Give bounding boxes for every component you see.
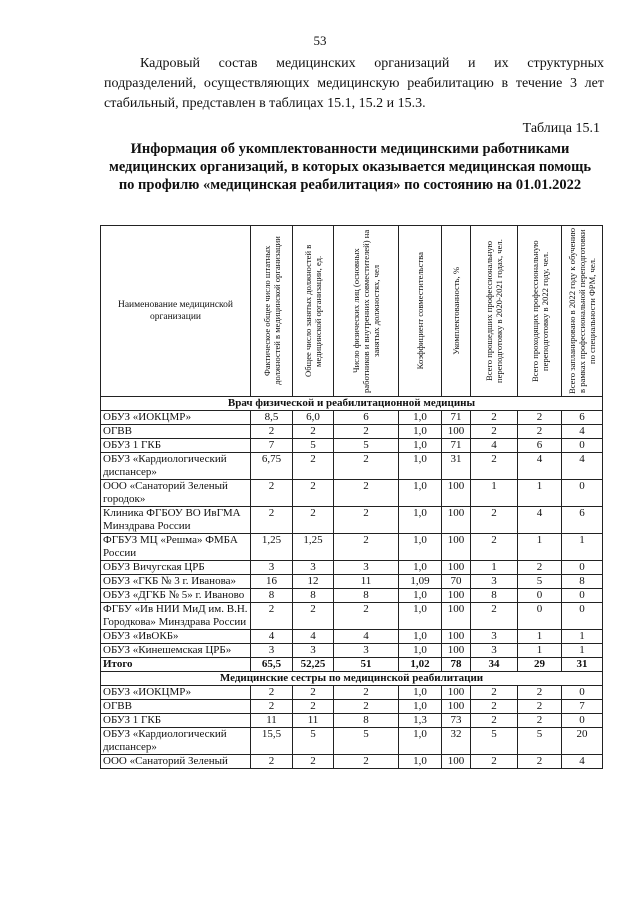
value-cell: 8,5 [251,411,293,425]
value-cell: 4 [518,453,562,480]
value-cell: 2 [251,603,293,630]
value-cell: 71 [442,411,471,425]
value-cell: 0 [518,603,562,630]
column-header [562,226,603,397]
value-cell: 5 [518,728,562,755]
value-cell: 1 [518,644,562,658]
value-cell: 6 [562,507,603,534]
value-cell: 0 [562,561,603,575]
value-cell: 1,0 [399,630,442,644]
section-title: Врач физической и реабилитационной медицины [101,397,603,411]
value-cell: 3 [293,561,334,575]
table-row [101,728,603,755]
value-cell: 4 [562,755,603,769]
value-cell: 2 [518,411,562,425]
organization-name-cell: ОБУЗ «ИОКЦМР» [101,411,251,425]
value-cell: 7 [562,700,603,714]
organization-name-cell: ФГБУ «Ив НИИ МиД им. В.Н. Городкова» Минздрава России [101,603,251,630]
table-header-row [101,226,603,397]
value-cell: 3 [471,575,518,589]
value-cell: 51 [334,658,399,672]
value-cell: 71 [442,439,471,453]
value-cell: 1,25 [251,534,293,561]
value-cell: 2 [251,686,293,700]
value-cell: 3 [251,561,293,575]
table-row [101,644,603,658]
value-cell: 4 [251,630,293,644]
value-cell: 5 [471,728,518,755]
value-cell: 6 [562,411,603,425]
organization-name-cell: ОБУЗ «ИвОКБ» [101,630,251,644]
value-cell: 1,25 [293,534,334,561]
value-cell: 1 [562,630,603,644]
value-cell: 1 [518,534,562,561]
value-cell: 73 [442,714,471,728]
column-header-text: Фактическое общее число штатных должностей в медицинской организации [261,236,282,386]
column-header [334,226,399,397]
table-row [101,700,603,714]
value-cell: 1,0 [399,480,442,507]
value-cell: 8 [471,589,518,603]
section-title: Медицинские сестры по медицинской реабилитации [101,672,603,686]
table-row [101,507,603,534]
value-cell: 100 [442,686,471,700]
table-row [101,561,603,575]
value-cell: 65,5 [251,658,293,672]
value-cell: 100 [442,480,471,507]
value-cell: 2 [334,534,399,561]
value-cell: 1 [562,534,603,561]
value-cell: 31 [442,453,471,480]
value-cell: 100 [442,603,471,630]
value-cell: 4 [562,425,603,439]
intro-paragraph: Кадровый состав медицинских организаций и их структурных подразделений, осуществляющих медицинскую реабилитацию в течение 3 лет стабильный, представлен в таблицах 15.1, 15.2 и 15.3. [104,56,604,111]
value-cell: 2 [471,425,518,439]
value-cell: 1,0 [399,439,442,453]
value-cell: 4 [334,630,399,644]
value-cell: 1,3 [399,714,442,728]
value-cell: 2 [471,507,518,534]
table-row [101,755,603,769]
value-cell: 2 [334,603,399,630]
value-cell: 31 [562,658,603,672]
value-cell: 52,25 [293,658,334,672]
organization-name-cell: ОГВВ [101,700,251,714]
value-cell: 0 [562,480,603,507]
value-cell: 5 [334,439,399,453]
value-cell: 2 [518,755,562,769]
value-cell: 8 [562,575,603,589]
table-row [101,589,603,603]
value-cell: 2 [293,603,334,630]
value-cell: 2 [251,700,293,714]
value-cell: 6,75 [251,453,293,480]
value-cell: 2 [471,755,518,769]
value-cell: 0 [562,603,603,630]
value-cell: 0 [562,686,603,700]
value-cell: 2 [471,686,518,700]
value-cell: 2 [293,453,334,480]
table-heading: Информация об укомплектованности медицинскими работниками медицинских организаций, в которых оказывается медицинская помощь по профилю «медицинская реабилитация» по состоянию на 01.01.2022 [108,141,592,193]
column-header [471,226,518,397]
value-cell: 6 [334,411,399,425]
value-cell: 1,0 [399,411,442,425]
organization-name-cell: ОБУЗ «ГКБ № 3 г. Иванова» [101,575,251,589]
value-cell: 11 [293,714,334,728]
column-header [293,226,334,397]
organization-name-cell: Итого [101,658,251,672]
table-row [101,686,603,700]
value-cell: 2 [334,453,399,480]
total-row [101,658,603,672]
value-cell: 1 [471,561,518,575]
column-header [399,226,442,397]
value-cell: 2 [518,561,562,575]
value-cell: 3 [334,561,399,575]
value-cell: 2 [251,425,293,439]
column-header-text: Число физических лиц (основных работников и внутренних совместителей) на занятых должностях, чел [351,229,381,393]
value-cell: 3 [471,630,518,644]
table-row [101,714,603,728]
organization-name-cell: ОБУЗ «Кинешемская ЦРБ» [101,644,251,658]
value-cell: 1,0 [399,644,442,658]
value-cell: 1,0 [399,507,442,534]
value-cell: 1,02 [399,658,442,672]
value-cell: 0 [518,589,562,603]
staffing-table [100,225,603,769]
value-cell: 2 [334,700,399,714]
value-cell: 2 [471,700,518,714]
value-cell: 2 [518,425,562,439]
value-cell: 100 [442,507,471,534]
value-cell: 7 [251,439,293,453]
value-cell: 2 [334,425,399,439]
value-cell: 2 [251,755,293,769]
value-cell: 2 [471,534,518,561]
value-cell: 8 [293,589,334,603]
value-cell: 100 [442,644,471,658]
value-cell: 4 [518,507,562,534]
table-row [101,439,603,453]
value-cell: 8 [334,589,399,603]
column-header-text: Общее число занятых должностей в медицинской организации, ед. [303,244,323,378]
value-cell: 20 [562,728,603,755]
organization-name-cell: ФГБУЗ МЦ «Решма» ФМБА России [101,534,251,561]
column-header-text: Укомплектованность, % [451,267,461,355]
value-cell: 2 [471,603,518,630]
value-cell: 1,0 [399,425,442,439]
value-cell: 2 [293,507,334,534]
value-cell: 3 [334,644,399,658]
value-cell: 2 [293,755,334,769]
value-cell: 0 [562,589,603,603]
table-label: Таблица 15.1 [522,121,600,136]
organization-name-cell: ООО «Санаторий Зеленый городок» [101,480,251,507]
value-cell: 2 [334,480,399,507]
value-cell: 2 [251,507,293,534]
organization-name-cell: ОБУЗ 1 ГКБ [101,714,251,728]
organization-name-cell: ОБУЗ «Кардиологический диспансер» [101,728,251,755]
value-cell: 11 [251,714,293,728]
value-cell: 2 [334,507,399,534]
value-cell: 1,0 [399,700,442,714]
column-header [251,226,293,397]
value-cell: 100 [442,700,471,714]
value-cell: 2 [293,425,334,439]
column-header [442,226,471,397]
table-row [101,453,603,480]
value-cell: 78 [442,658,471,672]
value-cell: 1,0 [399,755,442,769]
value-cell: 2 [251,480,293,507]
value-cell: 6,0 [293,411,334,425]
value-cell: 1,0 [399,589,442,603]
value-cell: 8 [334,714,399,728]
value-cell: 12 [293,575,334,589]
value-cell: 4 [293,630,334,644]
value-cell: 1 [471,480,518,507]
organization-name-cell: ОБУЗ Вичугская ЦРБ [101,561,251,575]
value-cell: 15,5 [251,728,293,755]
value-cell: 34 [471,658,518,672]
organization-name-cell: ОБУЗ «Кардиологический диспансер» [101,453,251,480]
page-number: 53 [313,33,327,48]
value-cell: 2 [518,686,562,700]
column-header-text: Всего запланировано в 2022 году к обучению в рамках профессиональной переподготовки по специальности ФРМ, чел. [567,227,597,395]
value-cell: 5 [293,439,334,453]
value-cell: 1,0 [399,603,442,630]
value-cell: 3 [471,644,518,658]
organization-name-cell: ОГВВ [101,425,251,439]
organization-name-cell: ОБУЗ «ИОКЦМР» [101,686,251,700]
value-cell: 1,0 [399,728,442,755]
value-cell: 2 [471,411,518,425]
value-cell: 0 [562,714,603,728]
value-cell: 2 [518,714,562,728]
column-header-text: Всего проходящих профессиональную переподготовку в 2022 году, чел. [529,240,550,382]
value-cell: 1 [562,644,603,658]
value-cell: 2 [334,686,399,700]
value-cell: 100 [442,755,471,769]
value-cell: 1,0 [399,453,442,480]
value-cell: 29 [518,658,562,672]
value-cell: 2 [334,755,399,769]
value-cell: 1,0 [399,534,442,561]
value-cell: 0 [562,439,603,453]
column-header-text: Коэффициент совместительства [415,252,425,370]
value-cell: 100 [442,425,471,439]
value-cell: 100 [442,561,471,575]
value-cell: 2 [293,700,334,714]
value-cell: 1,09 [399,575,442,589]
value-cell: 2 [293,686,334,700]
table-row [101,534,603,561]
value-cell: 16 [251,575,293,589]
value-cell: 3 [293,644,334,658]
value-cell: 2 [293,480,334,507]
table-row [101,425,603,439]
value-cell: 2 [518,700,562,714]
value-cell: 70 [442,575,471,589]
table-row [101,603,603,630]
value-cell: 100 [442,534,471,561]
column-header: Наименование медицинской организации [101,226,251,397]
section-row [101,397,603,411]
value-cell: 5 [518,575,562,589]
organization-name-cell: ООО «Санаторий Зеленый [101,755,251,769]
value-cell: 2 [471,453,518,480]
value-cell: 3 [251,644,293,658]
value-cell: 32 [442,728,471,755]
table-row [101,411,603,425]
table-row [101,575,603,589]
column-header [518,226,562,397]
column-header-text: Всего прошедших профессиональную переподготовку в 2020-2021 годах, чел. [484,239,504,383]
value-cell: 100 [442,630,471,644]
value-cell: 4 [562,453,603,480]
value-cell: 1 [518,630,562,644]
value-cell: 11 [334,575,399,589]
organization-name-cell: ОБУЗ «ДГКБ № 5» г. Иваново [101,589,251,603]
value-cell: 8 [251,589,293,603]
value-cell: 2 [471,714,518,728]
section-row [101,672,603,686]
value-cell: 4 [471,439,518,453]
value-cell: 6 [518,439,562,453]
value-cell: 1,0 [399,561,442,575]
value-cell: 5 [293,728,334,755]
value-cell: 100 [442,589,471,603]
organization-name-cell: ОБУЗ 1 ГКБ [101,439,251,453]
table-row [101,630,603,644]
table-row [101,480,603,507]
organization-name-cell: Клиника ФГБОУ ВО ИвГМА Минздрава России [101,507,251,534]
value-cell: 1,0 [399,686,442,700]
value-cell: 5 [334,728,399,755]
value-cell: 1 [518,480,562,507]
